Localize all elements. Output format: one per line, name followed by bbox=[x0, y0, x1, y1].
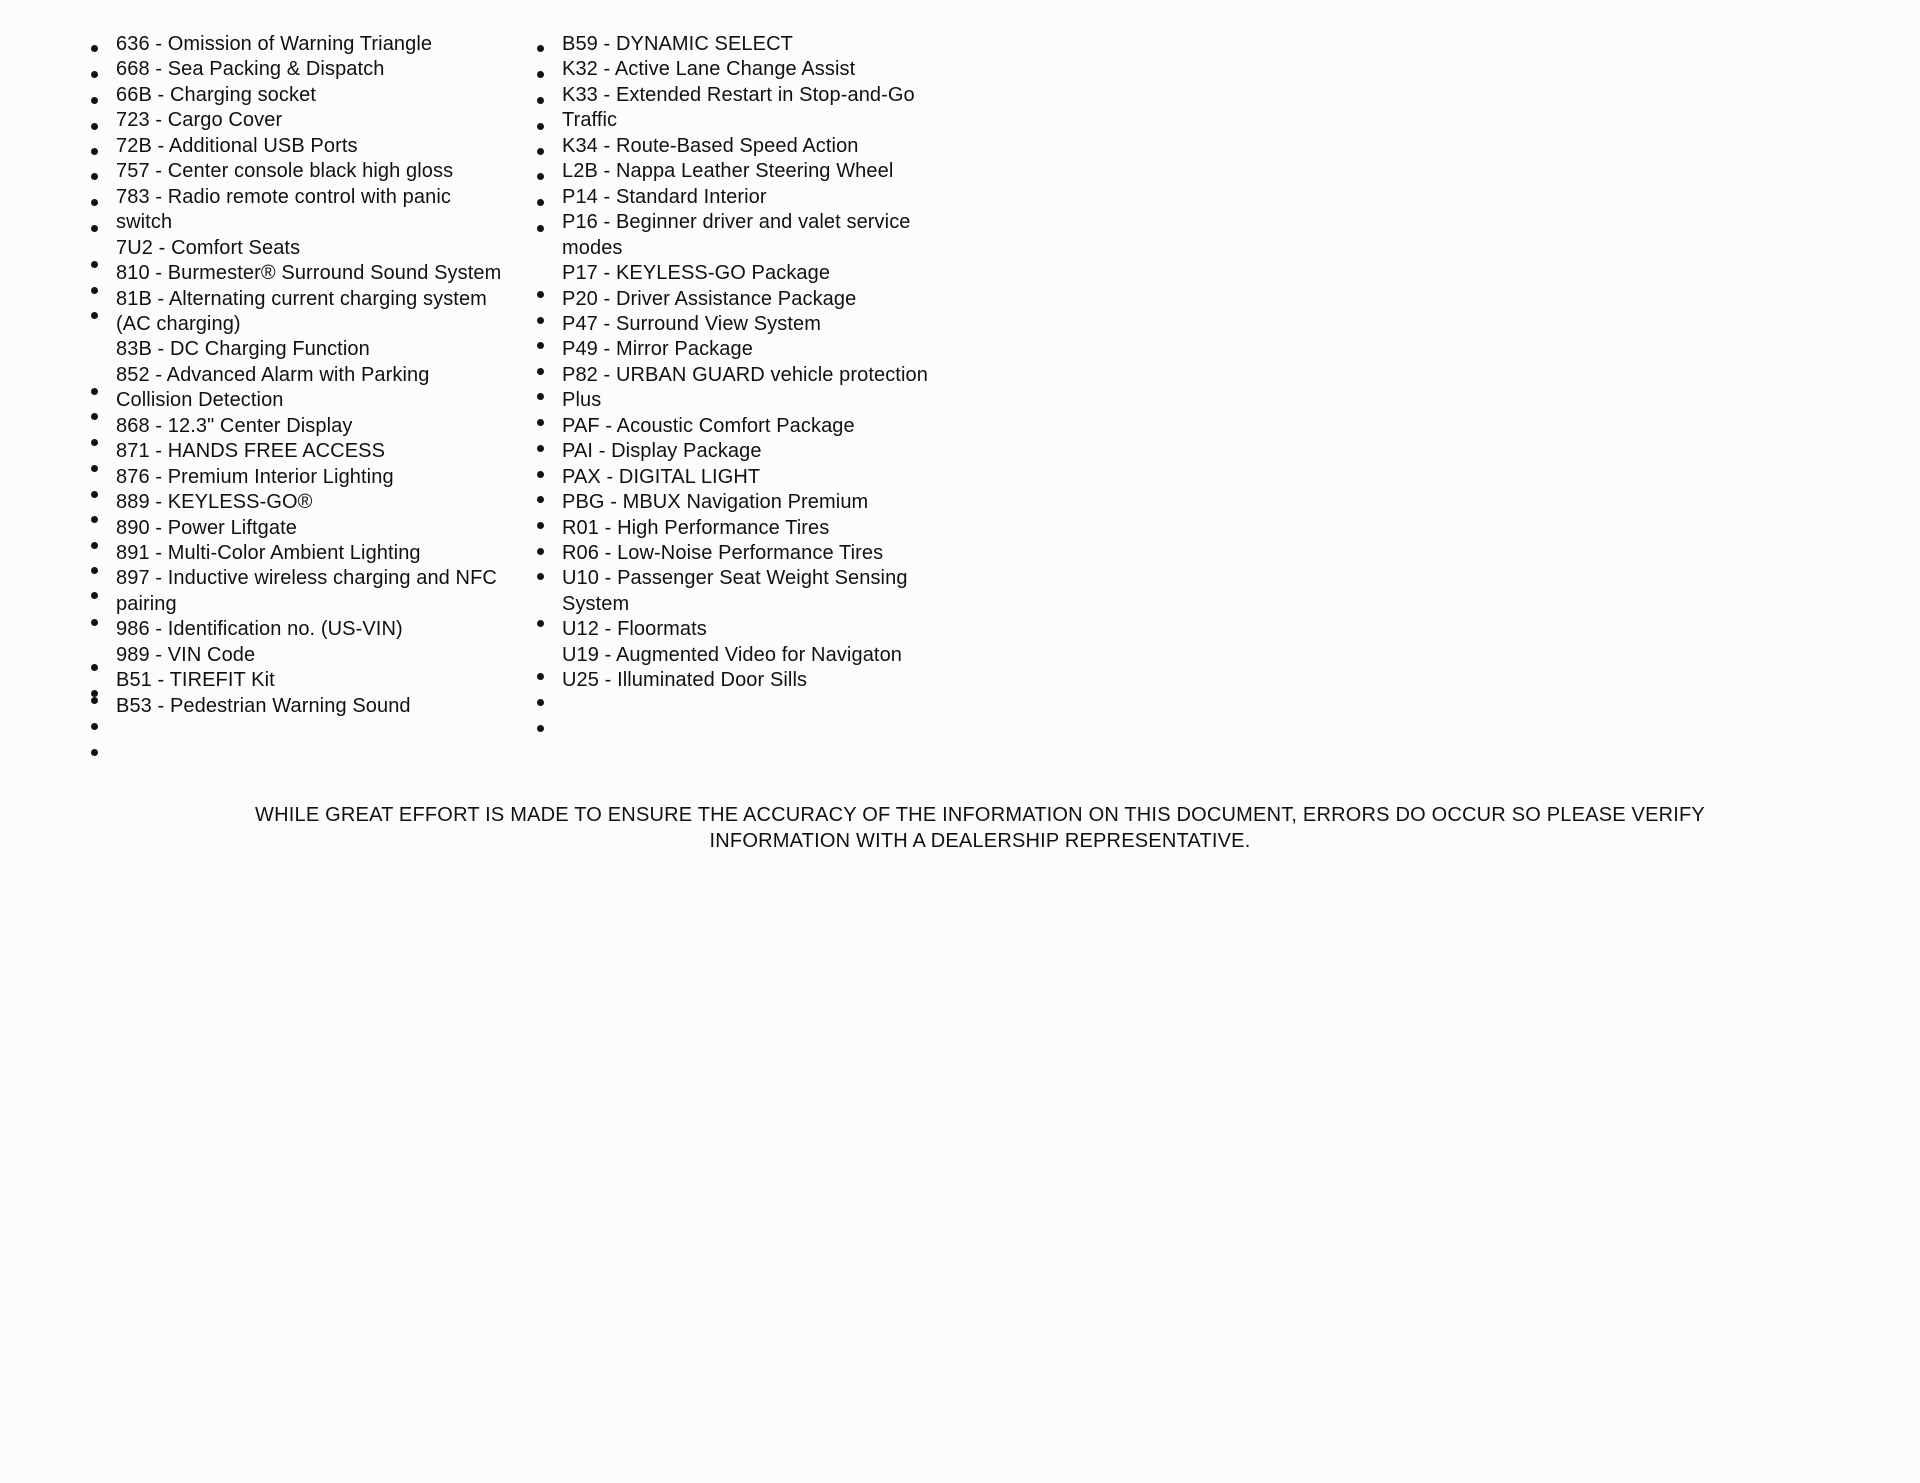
bullet-dot bbox=[537, 393, 544, 400]
bullet-dot bbox=[537, 123, 544, 130]
bullet-dot bbox=[537, 496, 544, 503]
bullet-dot bbox=[537, 548, 544, 555]
option-line: (AC charging) bbox=[116, 312, 241, 335]
bullet-dot bbox=[537, 673, 544, 680]
bullet-dot bbox=[537, 173, 544, 180]
option-line: modes bbox=[562, 236, 623, 259]
option-line: 852 - Advanced Alarm with Parking bbox=[116, 363, 430, 386]
bullet-dot bbox=[537, 368, 544, 375]
bullet-dot bbox=[537, 725, 544, 732]
bullet-dot bbox=[91, 173, 98, 180]
bullet-dot bbox=[91, 312, 98, 319]
bullet-dot bbox=[91, 697, 98, 704]
option-line: 81B - Alternating current charging system bbox=[116, 287, 487, 310]
option-line: Plus bbox=[562, 389, 602, 412]
bullet-dot bbox=[91, 491, 98, 498]
bullet-dot bbox=[91, 225, 98, 232]
option-line: 83B - DC Charging Function bbox=[116, 338, 370, 361]
bullet-dot bbox=[91, 664, 98, 671]
option-line: 891 - Multi-Color Ambient Lighting bbox=[116, 542, 421, 564]
bullet-dot bbox=[91, 465, 98, 472]
bullet-dot bbox=[91, 123, 98, 130]
bullet-dot bbox=[91, 148, 98, 155]
option-line: 757 - Center console black high gloss bbox=[116, 160, 454, 183]
option-line: 986 - Identification no. (US-VIN) bbox=[116, 618, 403, 641]
bullet-dot bbox=[537, 471, 544, 478]
bullet-dot bbox=[537, 148, 544, 155]
option-line: R06 - Low-Noise Performance Tires bbox=[562, 542, 884, 564]
option-line: PAX - DIGITAL LIGHT bbox=[562, 465, 761, 488]
option-line: 889 - KEYLESS-GO® bbox=[116, 491, 313, 514]
bullet-dot bbox=[91, 199, 98, 206]
option-line: 868 - 12.3" Center Display bbox=[116, 414, 353, 437]
bullet-dot bbox=[91, 413, 98, 420]
bullet-dot bbox=[537, 445, 544, 452]
option-line: P49 - Mirror Package bbox=[562, 338, 753, 361]
option-line: 989 - VIN Code bbox=[116, 643, 256, 666]
bullet-dot bbox=[91, 723, 98, 730]
bullet-dot bbox=[91, 45, 98, 52]
option-line: 783 - Radio remote control with panic bbox=[116, 185, 451, 208]
accuracy-disclaimer bbox=[160, 803, 1800, 854]
bullet-dot bbox=[537, 71, 544, 78]
bullet-dot bbox=[91, 71, 98, 78]
bullet-dot bbox=[91, 261, 98, 268]
bullet-dot bbox=[537, 699, 544, 706]
option-line: pairing bbox=[116, 592, 177, 615]
option-line: 72B - Additional USB Ports bbox=[116, 134, 358, 157]
option-line: U25 - Illuminated Door Sills bbox=[562, 669, 808, 692]
option-line: PBG - MBUX Navigation Premium bbox=[562, 491, 869, 514]
option-line: 876 - Premium Interior Lighting bbox=[116, 465, 394, 488]
bullet-dot bbox=[537, 225, 544, 232]
option-line: Traffic bbox=[562, 109, 618, 132]
option-line: 810 - Burmester® Surround Sound System bbox=[116, 262, 502, 285]
bullet-dot bbox=[537, 317, 544, 324]
bullet-dot bbox=[537, 573, 544, 580]
option-line: System bbox=[562, 592, 630, 615]
disclaimer-line-1: WHILE GREAT EFFORT IS MADE TO ENSURE THE ACCURACY OF THE INFORMATION ON THIS DOCUMENT, ERRORS DO OCCUR SO PLEASE VERIFY bbox=[255, 804, 1705, 826]
disclaimer-line-2: INFORMATION WITH A DEALERSHIP REPRESENTATIVE. bbox=[709, 829, 1251, 852]
bullet-dot bbox=[537, 522, 544, 529]
option-line: P14 - Standard Interior bbox=[562, 185, 767, 208]
option-line: B59 - DYNAMIC SELECT bbox=[562, 33, 793, 55]
bullet-dot bbox=[537, 342, 544, 349]
option-line: B53 - Pedestrian Warning Sound bbox=[116, 694, 411, 717]
bullet-dot bbox=[91, 388, 98, 395]
option-line: 66B - Charging socket bbox=[116, 83, 316, 106]
bullet-dot bbox=[91, 516, 98, 523]
option-line: 636 - Omission of Warning Triangle bbox=[116, 33, 433, 55]
option-line: PAI - Display Package bbox=[562, 440, 762, 463]
option-line: K34 - Route-Based Speed Action bbox=[562, 134, 859, 157]
bullet-dot bbox=[91, 542, 98, 549]
option-line: K33 - Extended Restart in Stop-and-Go bbox=[562, 83, 915, 106]
option-line: P16 - Beginner driver and valet service bbox=[562, 211, 911, 234]
option-line: P17 - KEYLESS-GO Package bbox=[562, 262, 831, 285]
option-line: 668 - Sea Packing & Dispatch bbox=[116, 58, 385, 81]
option-line: 723 - Cargo Cover bbox=[116, 109, 283, 132]
option-line: U12 - Floormats bbox=[562, 618, 707, 641]
option-line: 7U2 - Comfort Seats bbox=[116, 236, 301, 259]
option-line: PAF - Acoustic Comfort Package bbox=[562, 414, 855, 437]
bullet-dot bbox=[537, 45, 544, 52]
bullet-dot bbox=[537, 199, 544, 206]
option-line: B51 - TIREFIT Kit bbox=[116, 669, 275, 692]
option-line: U10 - Passenger Seat Weight Sensing bbox=[562, 567, 908, 590]
bullet-dot bbox=[91, 567, 98, 574]
option-line: 897 - Inductive wireless charging and NFC bbox=[116, 567, 497, 590]
bullet-dot bbox=[91, 97, 98, 104]
option-line: Collision Detection bbox=[116, 389, 284, 412]
option-line: 871 - HANDS FREE ACCESS bbox=[116, 440, 386, 463]
option-line: K32 - Active Lane Change Assist bbox=[562, 58, 856, 81]
bullet-dot bbox=[537, 620, 544, 627]
bullet-dot bbox=[537, 291, 544, 298]
option-line: 890 - Power Liftgate bbox=[116, 516, 297, 539]
option-line: switch bbox=[116, 211, 173, 234]
bullet-dot bbox=[537, 97, 544, 104]
option-line: P20 - Driver Assistance Package bbox=[562, 287, 857, 310]
bullet-dot bbox=[91, 287, 98, 294]
option-line: P47 - Surround View System bbox=[562, 312, 822, 335]
option-line: L2B - Nappa Leather Steering Wheel bbox=[562, 160, 894, 183]
bullet-dot bbox=[91, 690, 98, 697]
option-line: U19 - Augmented Video for Navigaton bbox=[562, 643, 903, 666]
option-line: P82 - URBAN GUARD vehicle protection bbox=[562, 363, 928, 386]
bullet-dot bbox=[91, 592, 98, 599]
bullet-dot bbox=[91, 439, 98, 446]
option-line: R01 - High Performance Tires bbox=[562, 516, 830, 539]
bullet-dot bbox=[537, 419, 544, 426]
bullet-dot bbox=[91, 619, 98, 626]
bullet-dot bbox=[91, 749, 98, 756]
